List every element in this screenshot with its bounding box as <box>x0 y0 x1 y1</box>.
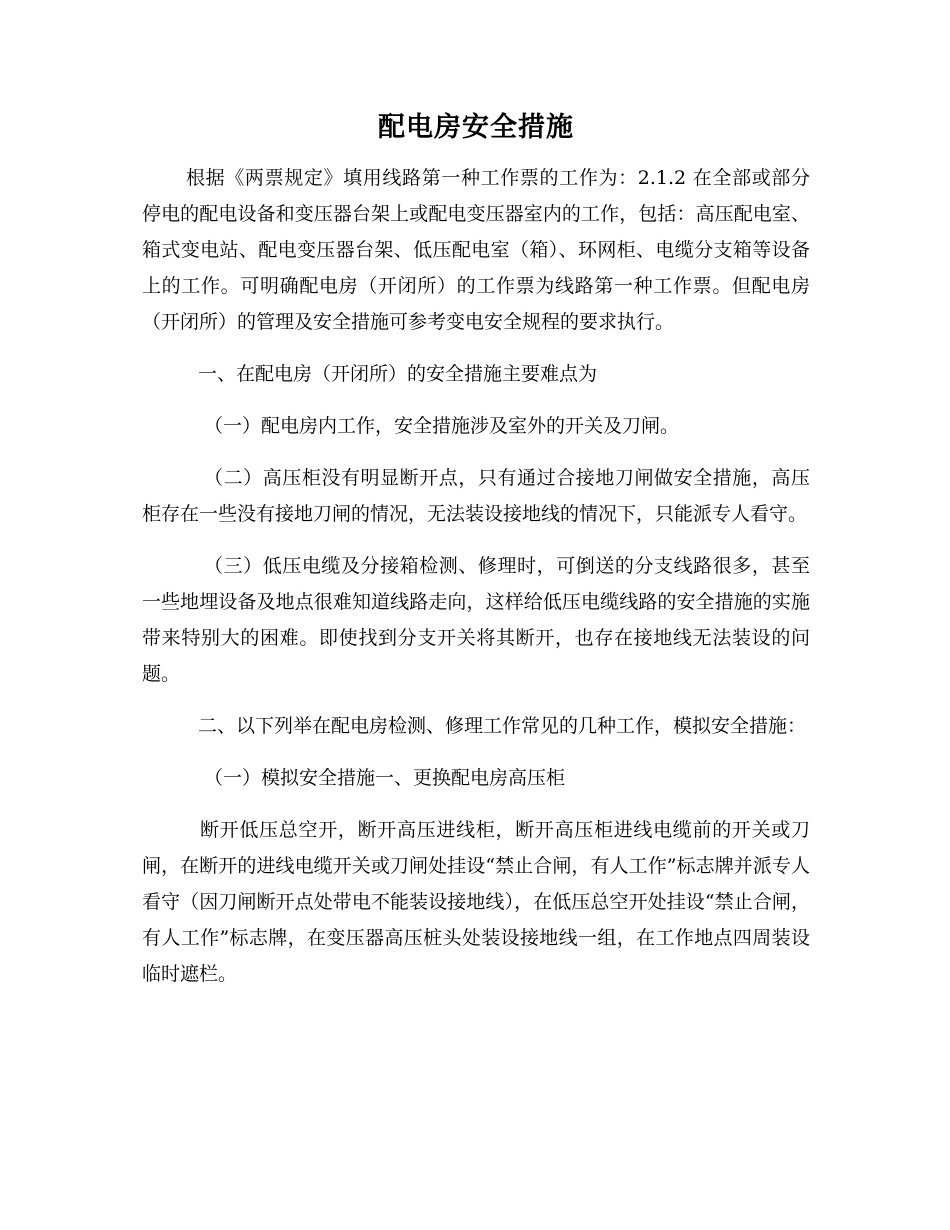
paragraph-point-1: （一）配电房内工作，安全措施涉及室外的开关及刀闸。 <box>204 415 680 437</box>
page-title: 配电房安全措施 <box>378 112 574 143</box>
paragraph-point-2: （二）高压柜没有明显断开点，只有通过合接地刀闸做安全措施，高压柜存在一些没有接地刀闸的情况，无法装设接地线的情况下，只能派专人看守。 <box>142 467 810 525</box>
paragraph-measure-1-body: 断开低压总空开，断开高压进线柜，断开高压柜进线电缆前的开关或刀闸，在断开的进线电缆开关或刀闸处挂设“禁止合闸，有人工作”标志牌并派专人看守（因刀闸断开点处带电不能装设接地线），在低压总空开处挂设“禁止合闸，有人工作”标志牌，在变压器高压桩头处装设接地线一组，在工作地点四周装设临时遮栏。 <box>142 819 810 985</box>
paragraph-intro: 根据《两票规定》填用线路第一种工作票的工作为：2.1.2 在全部或部分停电的配电设备和变压器台架上或配电变压器室内的工作，包括：高压配电室、箱式变电站、配电变压器台架、低压配电室（箱）、环网柜、电缆分支箱等设备上的工作。可明确配电房（开闭所）的工作票为线路第一种工作票。但配电房（开闭所）的管理及安全措施可参考变电安全规程的要求执行。 <box>142 167 810 333</box>
heading-measure-1: （一）模拟安全措施一、更换配电房高压柜 <box>204 767 566 789</box>
document-page <box>142 108 810 992</box>
heading-section-2: 二、以下列举在配电房检测、修理工作常见的几种工作，模拟安全措施： <box>198 715 807 737</box>
paragraph-point-3: （三）低压电缆及分接箱检测、修理时，可倒送的分支线路很多，甚至一些地埋设备及地点很难知道线路走向，这样给低压电缆线路的安全措施的实施带来特别大的困难。即使找到分支开关将其断开，也存在接地线无法装设的问题。 <box>142 555 810 685</box>
heading-section-1: 一、在配电房（开闭所）的安全措施主要难点为 <box>198 363 598 385</box>
